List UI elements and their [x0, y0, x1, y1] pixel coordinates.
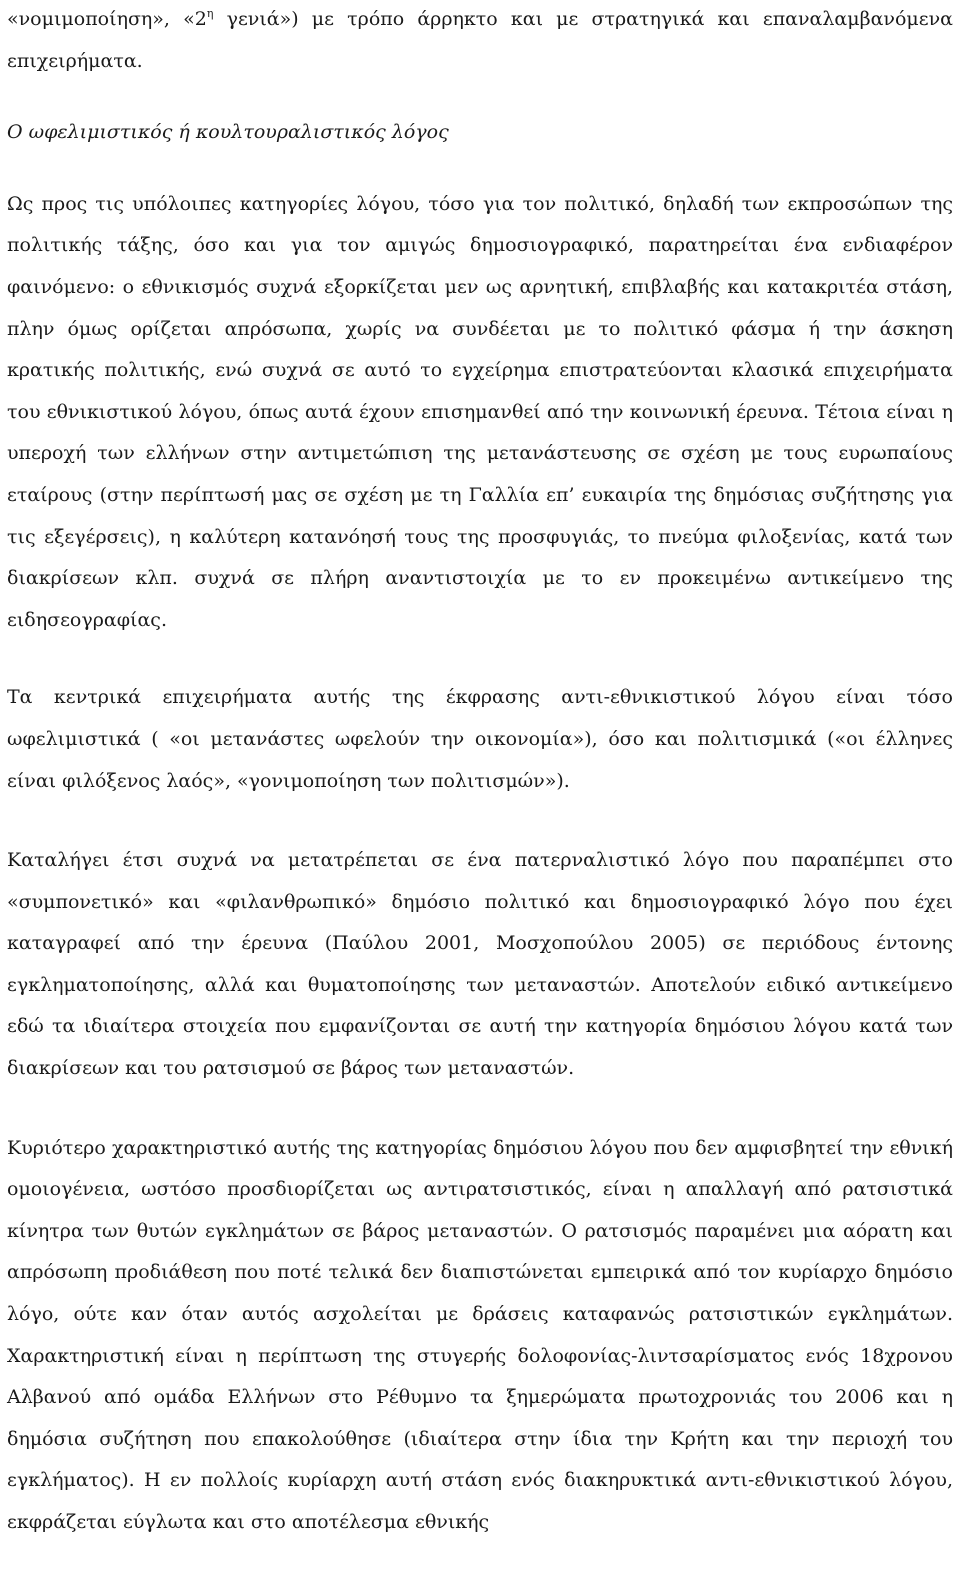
section-heading: Ο ωφελιμιστικός ή κουλτουραλιστικός λόγος: [7, 121, 449, 144]
paragraph-2: Τα κεντρικά επιχειρήματα αυτής της έκφρασης αντι-εθνικιστικού λόγου είναι τόσο ωφελιμιστικά ( «οι μετανάστες ωφελούν την οικονομία»), όσο και πολιτισμικά («οι έλληνες είναι φιλόξενος λαός», «γονιμοποίηση των πολιτισμών»).: [7, 686, 953, 792]
superscript-eta: η: [206, 7, 214, 20]
p0-text-end: γενιά») με τρόπο άρρηκτο και με στρατηγικά και επαναλαμβανόμενα επιχειρήματα.: [7, 8, 953, 72]
document-page: [7, 0, 953, 1544]
paragraph-3: Καταλήγει έτσι συχνά να μετατρέπεται σε ένα πατερναλιστικό λόγο που παραπέμπει στο «συμπονετικό» και «φιλανθρωπικό» δημόσιο πολιτικό και δημοσιογραφικό λόγο που έχει καταγραφεί από την έρευνα (Παύλου 2001, Μοσχοπούλου 2005) σε περιόδους έντονης εγκληματοποίησης, αλλά και θυματοποίησης των μεταναστών. Αποτελούν ειδικό αντικείμενο εδώ τα ιδιαίτερα στοιχεία που εμφανίζονται σε αυτή την κατηγορία δημόσιου λόγου κατά των διακρίσεων και του ρατσισμού σε βάρος των μεταναστών.: [7, 849, 953, 1080]
paragraph-4: Κυριότερο χαρακτηριστικό αυτής της κατηγορίας δημόσιου λόγου που δεν αμφισβητεί την εθνική ομοιογένεια, ωστόσο προσδιορίζεται ως αντιρατσιστικός, είναι η απαλλαγή από ρατσιστικά κίνητρα των θυτών εγκλημάτων σε βάρος μεταναστών. Ο ρατσισμός παραμένει μια αόρατη και απρόσωπη προδιάθεση που ποτέ τελικά δεν διαπιστώνεται εμπειρικά από τον κυρίαρχο δημόσιο λόγο, ούτε καν όταν αυτός ασχολείται με δράσεις καταφανώς ρατσιστικών εγκλημάτων. Χαρακτηριστική είναι η περίπτωση της στυγερής δολοφονίας-λιντσαρίσματος ενός 18χρονου Αλβανού από ομάδα Ελλήνων στο Ρέθυμνο τα ξημερώματα πρωτοχρονιάς του 2006 και η δημόσια συζήτηση που επακολούθησε (ιδιαίτερα στην ίδια την Κρήτη και την περιοχή του εγκλήματος). Η εν πολλοίς κυρίαρχη αυτή στάση ενός διακηρυκτικά αντι-εθνικιστικού λόγου, εκφράζεται εύγλωτα και στο αποτέλεσμα εθνικής: [7, 1136, 953, 1533]
paragraph-1: Ως προς τις υπόλοιπες κατηγορίες λόγου, τόσο για τον πολιτικό, δηλαδή των εκπροσώπων της πολιτικής τάξης, όσο και για τον αμιγώς δημοσιογραφικό, παρατηρείται ένα ενδιαφέρον φαινόμενο: ο εθνικισμός συχνά εξορκίζεται μεν ως αρνητική, επιβλαβής και κατακριτέα στάση, πλην όμως ορίζεται απρόσωπα, χωρίς να συνδέεται με το πολιτικό φάσμα ή την άσκηση κρατικής πολιτικής, ενώ συχνά σε αυτό το εγχείρημα επιστρατεύονται κλασικά επιχειρήματα του εθνικιστικού λόγου, όπως αυτά έχουν επισημανθεί από την κοινωνική έρευνα. Τέτοια είναι η υπεροχή των ελλήνων στην αντιμετώπιση της μετανάστευσης σε σχέση με τους ευρωπαίους εταίρους (στην περίπτωσή μας σε σχέση με τη Γαλλία επ’ ευκαιρία της δημόσιας συζήτησης για τις εξεγέρσεις), η καλύτερη κατανόησή τους της προσφυγιάς, το πνεύμα φιλοξενίας, κατά των διακρίσεων κλπ. συχνά σε πλήρη αναντιστοιχία με το εν προκειμένω αντικείμενο της ειδησεογραφίας.: [7, 192, 953, 631]
paragraph-continuation: [7, 0, 953, 82]
p0-text-start: «νομιμοποίηση», «2: [7, 8, 207, 30]
